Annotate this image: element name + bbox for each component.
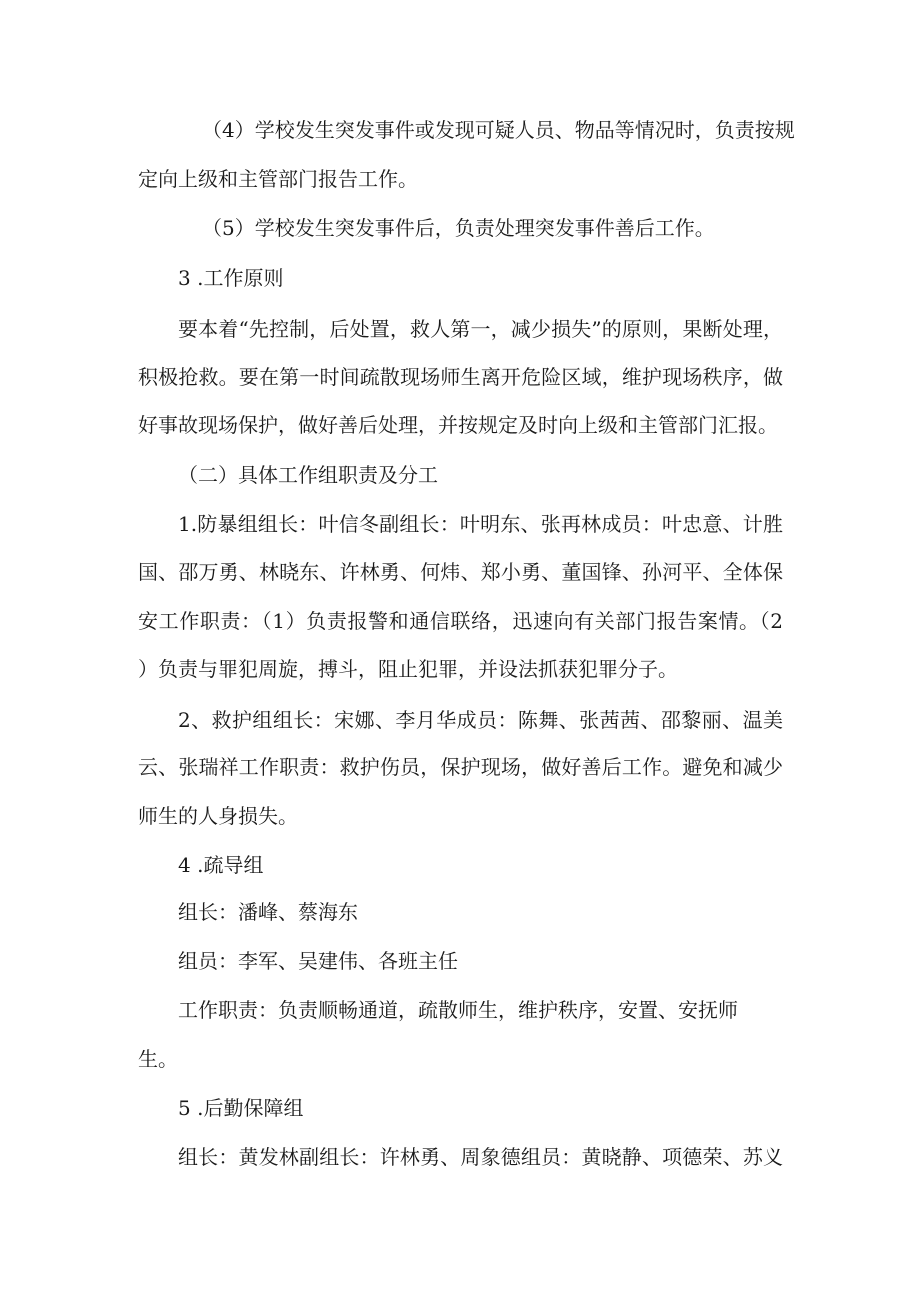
paragraph-line: （5）学校发生突发事件后，负责处理突发事件善后工作。 — [202, 216, 715, 240]
paragraph-line: 组长：潘峰、蔡海东 — [178, 900, 358, 924]
paragraph-line: 1.防暴组组长：叶信冬副组长：叶明东、张再林成员：叶忠意、计胜 — [178, 512, 783, 536]
paragraph-line: ）负责与罪犯周旋，搏斗，阻止犯罪，并设法抓获犯罪分子。 — [138, 657, 678, 681]
paragraph-line: 积极抢救。要在第一时间疏散现场师生离开危险区域，维护现场秩序，做 — [138, 365, 783, 389]
paragraph-line: 工作职责：负责顺畅通道，疏散师生，维护秩序，安置、安抚师 — [178, 998, 738, 1022]
paragraph-line: 好事故现场保护，做好善后处理，并按规定及时向上级和主管部门汇报。 — [138, 413, 778, 437]
paragraph-line: 生。 — [138, 1047, 178, 1071]
paragraph-line: 2、救护组组长：宋娜、李月华成员：陈舞、张茜茜、邵黎丽、温美 — [178, 708, 783, 732]
section-heading: 5 .后勤保障组 — [178, 1096, 304, 1120]
paragraph-line: 师生的人身损失。 — [138, 804, 298, 828]
section-heading: 3 .工作原则 — [178, 266, 284, 290]
paragraph-line: （4）学校发生突发事件或发现可疑人员、物品等情况时，负责按规 — [202, 118, 795, 142]
paragraph-line: 要本着“先控制，后处置，救人第一，减少损失”的原则，果断处理， — [178, 317, 783, 341]
paragraph-line: 组员：李军、吴建伟、各班主任 — [178, 949, 458, 973]
paragraph-line: 安工作职责：（1）负责报警和通信联络，迅速向有关部门报告案情。（2 — [138, 609, 783, 633]
section-heading: 4 .疏导组 — [178, 853, 264, 877]
paragraph-line: 云、张瑞祥工作职责：救护伤员，保护现场，做好善后工作。避免和减少 — [138, 755, 783, 779]
section-heading: （二）具体工作组职责及分工 — [178, 463, 438, 487]
paragraph-line: 组长：黄发林副组长：许林勇、周象德组员：黄晓静、项德荣、苏义 — [178, 1145, 783, 1169]
paragraph-line: 定向上级和主管部门报告工作。 — [138, 167, 418, 191]
paragraph-line: 国、邵万勇、林晓东、许林勇、何炜、郑小勇、董国锋、孙河平、全体保 — [138, 560, 783, 584]
